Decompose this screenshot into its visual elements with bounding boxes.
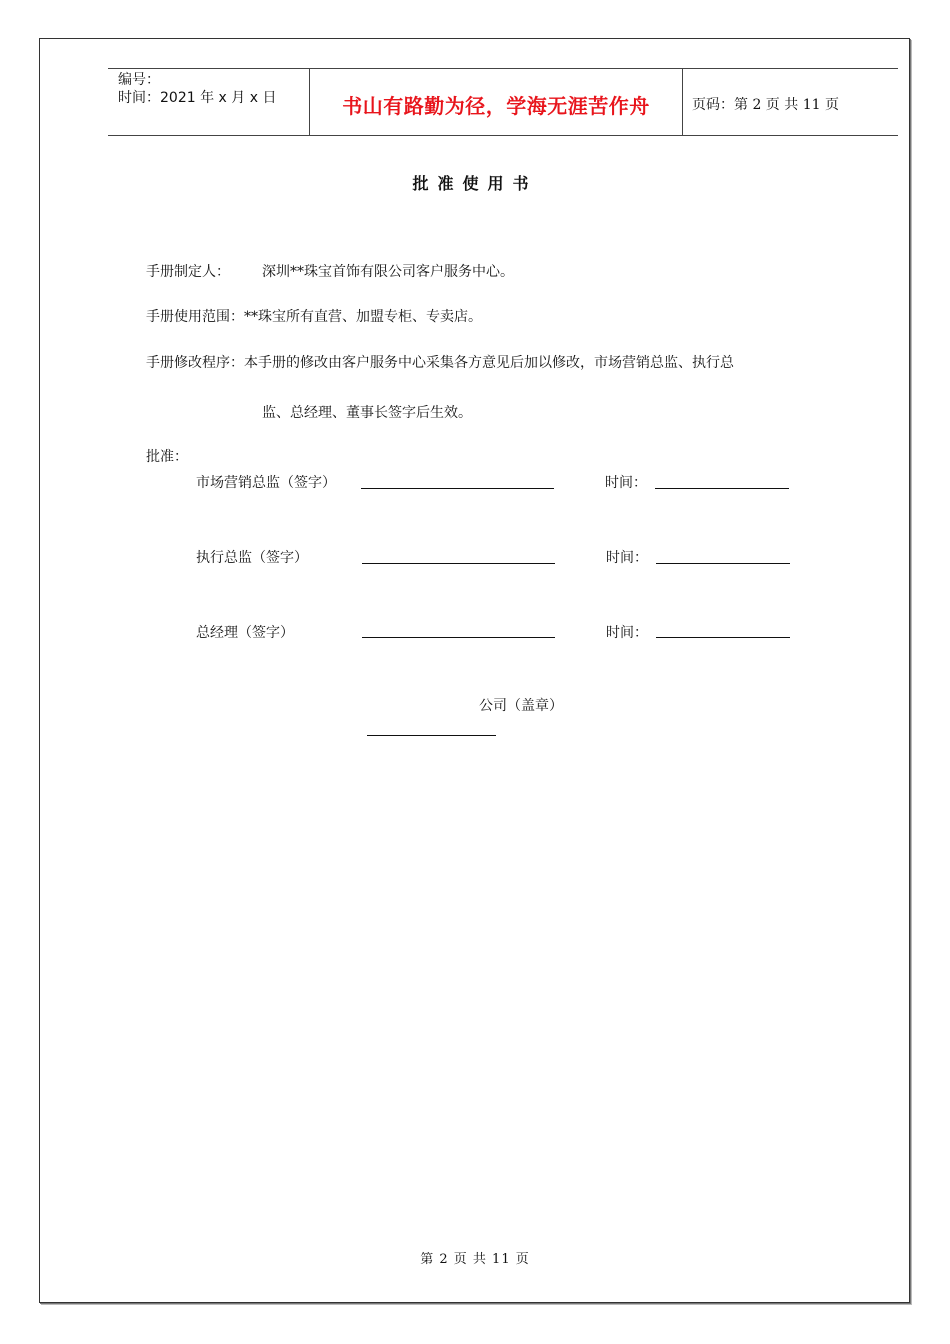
- company-seal-label: 公司（盖章）: [479, 698, 563, 714]
- signature-role: 市场营销总监（签字）: [196, 475, 336, 491]
- document-title: 批准使用书: [412, 174, 538, 193]
- scope-line: 手册使用范围：**珠宝所有直营、加盟专柜、专卖店。: [146, 309, 482, 325]
- revise-line-2: 监、总经理、董事长签字后生效。: [262, 405, 472, 421]
- header-motto: 书山有路勤为径，学海无涯苦作舟: [342, 94, 650, 118]
- page-footer: 第 2 页 共 11 页: [420, 1252, 530, 1267]
- time-label: 时间：: [605, 475, 647, 491]
- time-line[interactable]: [656, 637, 790, 638]
- signature-line[interactable]: [361, 488, 554, 489]
- time-line[interactable]: [655, 488, 789, 489]
- time-label: 时间：: [606, 625, 648, 641]
- page-frame: [39, 38, 910, 1303]
- header-meta: [118, 71, 276, 107]
- maker-label: 手册制定人：: [146, 264, 230, 280]
- approve-label: 批准：: [146, 449, 188, 465]
- signature-line[interactable]: [362, 563, 555, 564]
- document-date-label: 时间：2021 年 x 月 x 日: [118, 90, 277, 106]
- header-page-number: 页码：第 2 页 共 11 页: [692, 97, 839, 113]
- header-bottom-rule: [108, 135, 898, 136]
- header-divider-right: [682, 68, 683, 135]
- maker-value: 深圳**珠宝首饰有限公司客户服务中心。: [262, 264, 514, 280]
- signature-role: 总经理（签字）: [196, 625, 294, 641]
- time-label: 时间：: [606, 550, 648, 566]
- signature-line[interactable]: [362, 637, 555, 638]
- time-line[interactable]: [656, 563, 790, 564]
- seal-line[interactable]: [367, 735, 496, 736]
- header-top-rule: [108, 68, 898, 69]
- revise-line-1: 手册修改程序：本手册的修改由客户服务中心采集各方意见后加以修改，市场营销总监、执行总: [146, 355, 734, 371]
- signature-role: 执行总监（签字）: [196, 550, 308, 566]
- document-number-label: 编号：: [118, 72, 160, 88]
